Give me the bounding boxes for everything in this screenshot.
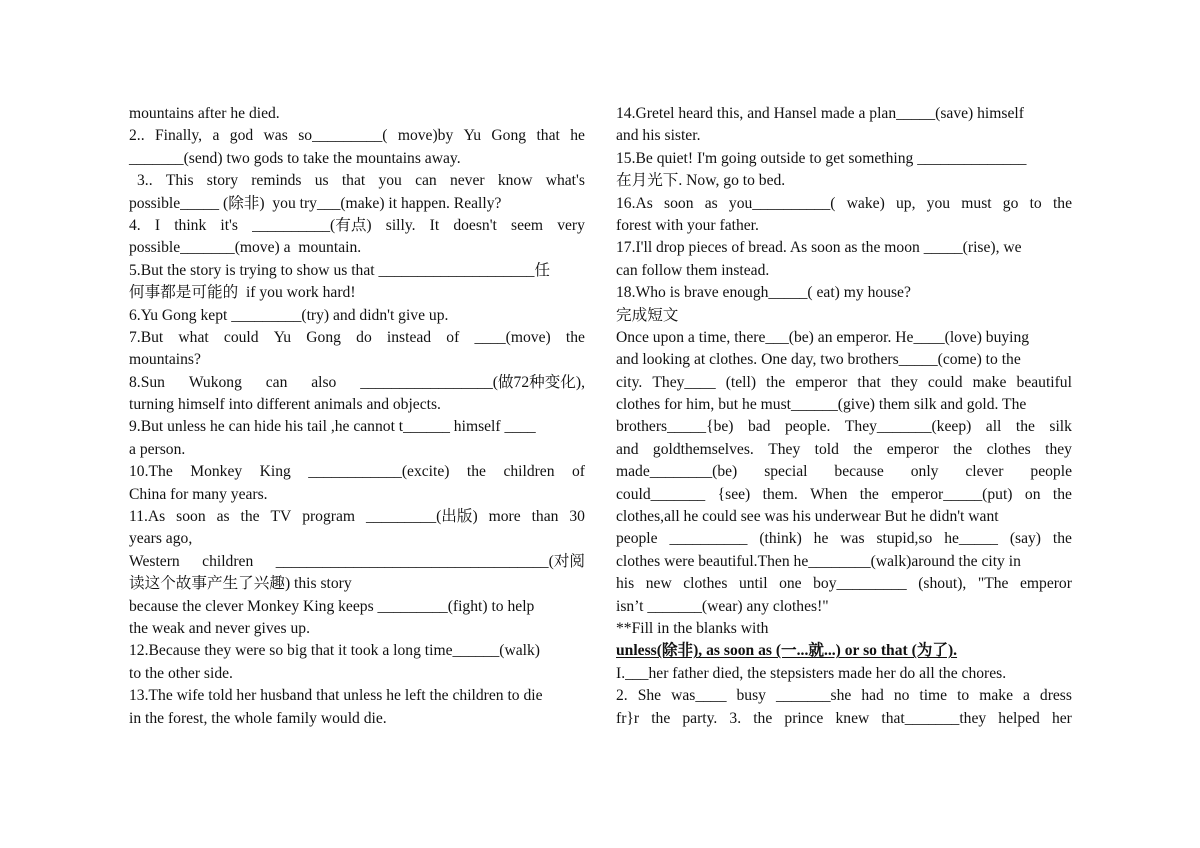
text-line: 5.But the story is trying to show us that ____________________任 xyxy=(129,261,551,279)
text-line: clothes for him, but he must______(give) them silk and gold. The xyxy=(616,396,1027,414)
text-line: 4. I think it's __________(有点) silly. It doesn't seem very xyxy=(129,216,585,234)
text-line: 17.I'll drop pieces of bread. As soon as the moon _____(rise), we xyxy=(616,239,1022,257)
text-line: possible_____ (除非) you try___(make) it happen. Really? xyxy=(129,194,502,212)
text-line: city. They____ (tell) the emperor that they could make beautiful xyxy=(616,373,1072,391)
text-line: can follow them instead. xyxy=(616,261,770,279)
text-line: 16.As soon as you__________( wake) up, you must go to the xyxy=(616,194,1072,212)
text-line: people __________ (think) he was stupid,so he_____ (say) the xyxy=(616,530,1072,548)
text-line: and goldthemselves. They told the emperor the clothes they xyxy=(616,440,1072,458)
text-line: 7.But what could Yu Gong do instead of ____(move) the xyxy=(129,328,585,346)
text-line: and looking at clothes. One day, two brothers_____(come) to the xyxy=(616,351,1021,369)
text-line: clothes,all he could see was his underwear But he didn't want xyxy=(616,508,999,526)
text-line: 6.Yu Gong kept _________(try) and didn't give up. xyxy=(129,306,449,324)
text-line: possible_______(move) a mountain. xyxy=(129,239,362,257)
text-line: **Fill in the blanks with xyxy=(616,619,769,637)
text-line: forest with your father. xyxy=(616,216,759,234)
text-line: 2.. Finally, a god was so_________( move)by Yu Gong that he xyxy=(129,127,585,145)
text-line: 9.But unless he can hide his tail ,he cannot t______ himself ____ xyxy=(129,418,536,436)
text-line: fr}r the party. 3. the prince knew that_______they helped her xyxy=(616,709,1072,727)
text-line: unless(除非), as soon as (一...就...) or so that (为了). xyxy=(616,642,958,660)
text-line: brothers_____{be) bad people. They_______(keep) all the silk xyxy=(616,418,1072,436)
text-line: 3.. This story reminds us that you can never know what's xyxy=(137,172,585,190)
text-line: 8.Sun Wukong can also _________________(做72种变化), xyxy=(129,373,585,391)
text-line: could_______ {see) them. When the emperor_____(put) on the xyxy=(616,485,1072,503)
text-line: isn’t _______(wear) any clothes!" xyxy=(616,597,829,615)
text-line: 18.Who is brave enough_____( eat) my house? xyxy=(616,284,911,302)
text-line: and his sister. xyxy=(616,127,701,145)
text-line: made________(be) special because only clever people xyxy=(616,463,1072,481)
text-line: 11.As soon as the TV program _________(出版) more than 30 xyxy=(129,508,585,526)
text-line: 2. She was____ busy _______she had no time to make a dress xyxy=(616,687,1072,705)
text-line: turning himself into different animals and objects. xyxy=(129,396,441,414)
text-line: 15.Be quiet! I'm going outside to get something ______________ xyxy=(616,149,1027,167)
text-line: 10.The Monkey King ____________(excite) the children of xyxy=(129,463,585,481)
left-column xyxy=(129,103,585,730)
text-line: mountains? xyxy=(129,351,201,369)
text-line: his new clothes until one boy_________ (shout), "The emperor xyxy=(616,575,1072,593)
text-line: years ago, xyxy=(129,530,193,548)
text-line: 何事都是可能的 if you work hard! xyxy=(129,284,356,302)
text-line: China for many years. xyxy=(129,485,268,503)
text-line: a person. xyxy=(129,440,186,458)
text-line: in the forest, the whole family would die. xyxy=(129,709,387,727)
text-line: Western children ___________________________________(对阅 xyxy=(129,552,585,570)
text-line: 在月光下. Now, go to bed. xyxy=(616,172,786,190)
text-line: 读这个故事产生了兴趣) this story xyxy=(129,575,352,593)
text-line: to the other side. xyxy=(129,664,233,682)
text-line: I.___her father died, the stepsisters made her do all the chores. xyxy=(616,664,1007,682)
text-line: 完成短文 xyxy=(616,306,679,324)
text-line: because the clever Monkey King keeps _________(fight) to help xyxy=(129,597,535,615)
text-line: the weak and never gives up. xyxy=(129,619,310,637)
text-line: 13.The wife told her husband that unless he left the children to die xyxy=(129,687,543,705)
text-line: clothes were beautiful.Then he________(walk)around the city in xyxy=(616,552,1021,570)
text-line: _______(send) two gods to take the mountains away. xyxy=(129,149,461,167)
right-column xyxy=(616,103,1072,730)
text-line: 12.Because they were so big that it took a long time______(walk) xyxy=(129,642,540,660)
text-line: mountains after he died. xyxy=(129,105,280,122)
text-line: Once upon a time, there___(be) an emperor. He____(love) buying xyxy=(616,328,1030,346)
text-line: 14.Gretel heard this, and Hansel made a plan_____(save) himself xyxy=(616,105,1024,122)
